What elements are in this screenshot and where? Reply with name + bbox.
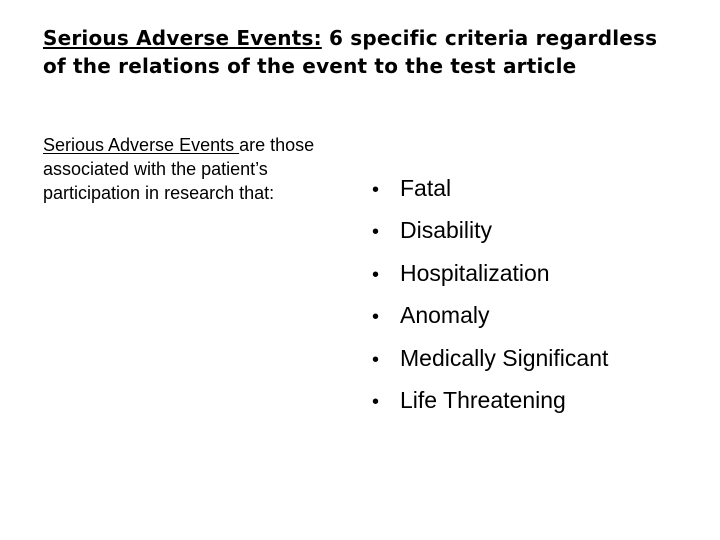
bullet-icon: • [372,263,380,286]
title-rest: 6 specific criteria regardless of the relations of the event to the test article [43,26,658,78]
criteria-label: Fatal [400,175,452,201]
title-term: Serious Adverse Events: [43,26,322,50]
criteria-label: Anomaly [400,302,490,329]
criteria-label: Life Threatening [400,387,566,414]
criteria-item-fatal [372,168,608,210]
intro-term: Serious Adverse Events [43,135,240,155]
criteria-item-hospitalization [372,253,608,295]
bullet-icon: • [372,221,380,244]
criteria-item-disability [372,210,608,252]
criteria-item-anomaly [372,295,608,337]
bullet-icon: • [372,348,380,371]
bullet-icon: • [372,391,380,414]
intro-rest: are those associated with the patient’s participation in research that: [43,135,315,203]
intro-text [43,133,323,205]
bullet-icon: • [372,179,380,201]
criteria-item-life-threatening [372,380,608,422]
criteria-label: Hospitalization [400,259,550,286]
criteria-list [372,168,608,422]
criteria-label: Medically Significant [400,344,609,371]
criteria-label: Disability [400,217,493,244]
bullet-icon: • [372,306,380,329]
criteria-item-medically-significant [372,338,608,380]
slide-title [43,24,683,80]
